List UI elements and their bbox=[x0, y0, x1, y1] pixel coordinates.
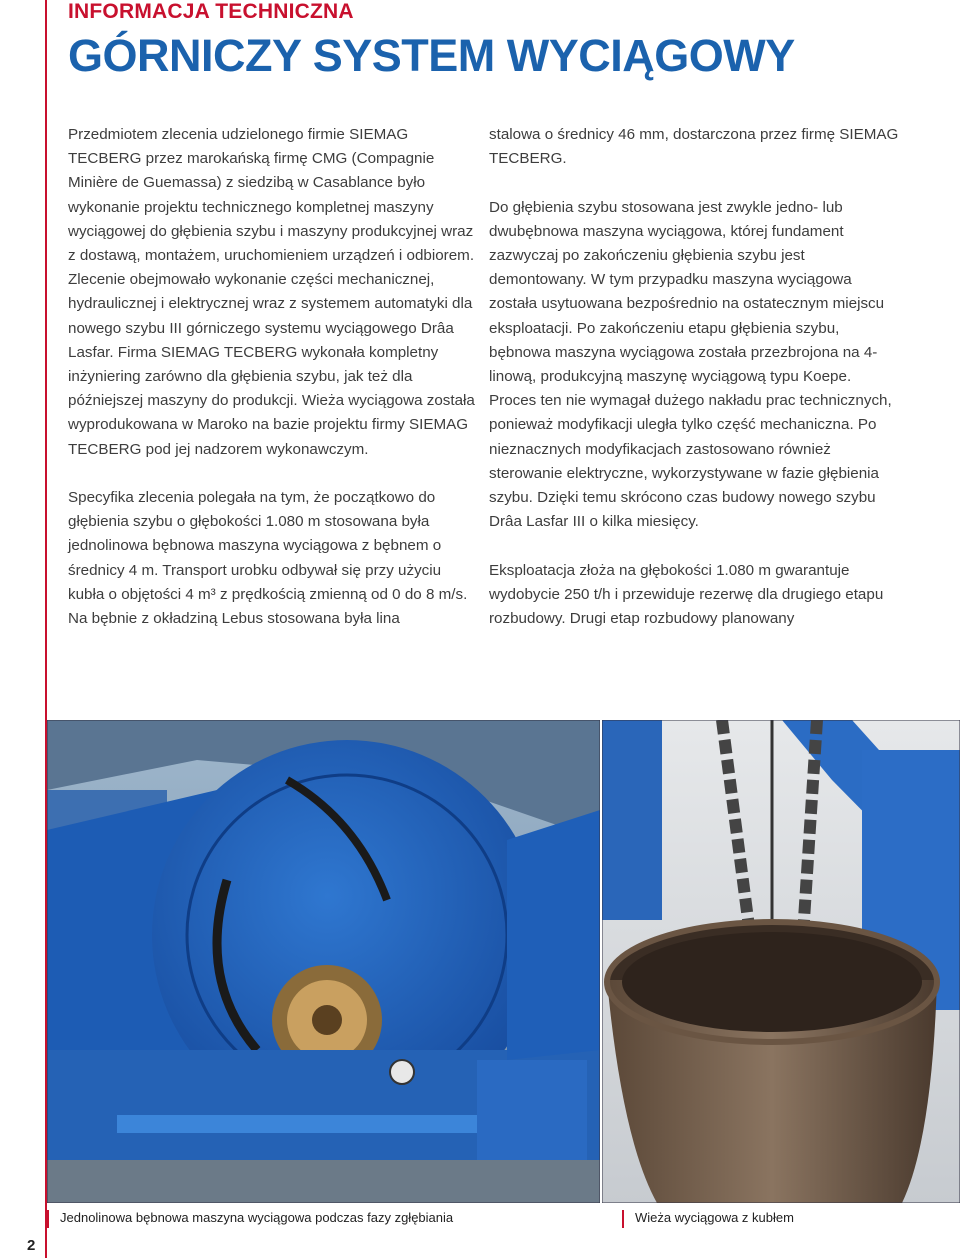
body-column-left bbox=[68, 123, 478, 655]
section-kicker: INFORMACJA TECHNICZNA bbox=[68, 0, 354, 23]
hoist-machine-illustration bbox=[47, 720, 600, 1203]
photo-bucket bbox=[602, 720, 960, 1203]
paragraph: Eksploatacja złoża na głębokości 1.080 m gwarantuje wydobycie 250 t/h i przewiduje rezerwę dla drugiego etapu rozbudowy. Drugi etap rozbudowy planowany bbox=[489, 561, 884, 628]
caption-left: Jednolinowa bębnowa maszyna wyciągowa podczas fazy zgłębiania bbox=[60, 1210, 454, 1225]
paragraph: Przedmiotem zlecenia udzielonego firmie SIEMAG TECBERG przez marokańską firmę CMG (Compagnie Minière de Guemassa) z siedzibą w Casablance było wykonanie projektu technicznego kompletnej maszyny wyciągowej do głębienia szybu i maszyny produkcyjnej wraz z dostawą, montażem, uruchomieniem urządzeń i odbiorem. Zlecenie obejmowało wykonanie części mechanicznej, hydraulicznej i elektrycznej wraz z systemem automatyki dla nowego szybu III górniczego systemu wyciągowego Drâa Lasfar. Firma SIEMAG TECBERG wykonała kompletny inżyniering zarówno dla głębienia szybu, jak też dla późniejszej maszyny do produkcji. Wieża wyciągowa została wyprodukowana w Maroko na bazie projektu firmy SIEMAG TECBERG pod jej nadzorem wykonawczym. bbox=[68, 126, 475, 458]
page-number: 2 bbox=[27, 1237, 36, 1254]
bucket-illustration bbox=[602, 720, 960, 1203]
photo-strip bbox=[47, 720, 960, 1203]
caption-marker bbox=[47, 1210, 49, 1228]
paragraph: stalowa o średnicy 46 mm, dostarczona przez firmę SIEMAG TECBERG. bbox=[489, 126, 899, 168]
photo-hoist-machine bbox=[47, 720, 600, 1203]
paragraph: Do głębienia szybu stosowana jest zwykle jedno- lub dwubębnowa maszyna wyciągowa, której fundament zazwyczaj po zakończeniu głębienia szybu jest demontowany. W tym przypadku maszyna wyciągowa została usytuowana bezpośrednio na ostatecznym miejscu eksploatacji. Po zakończeniu etapu głębienia szybu, bębnowa maszyna wyciągowa została przezbrojona na 4-linową, produkcyjną maszynę wyciągową typu Koepe. Proces ten nie wymagał dużego nakładu prac technicznych, ponieważ modyfikacji uległa tylko część mechaniczna. Po nieznacznych modyfikacjach zastosowano również sterowanie elektryczne, wykorzystywane w fazie głębienia szybu. Dzięki temu skrócono czas budowy nowego szybu Drâa Lasfar III o kilka miesięcy. bbox=[489, 198, 892, 531]
paragraph: Specyfika zlecenia polegała na tym, że początkowo do głębienia szybu o głębokości 1.080 m stosowana była jednolinowa bębnowa maszyna wyciągowa z bębnem o średnicy 4 m. Transport urobku odbywał się przy użyciu kubła o objętości 4 m³ z prędkością zmienną od 0 do 8 m/s. Na bębnie z okładziną Lebus stosowana była lina bbox=[68, 489, 468, 628]
page-title: GÓRNICZY SYSTEM WYCIĄGOWY bbox=[68, 30, 795, 81]
caption-right: Wieża wyciągowa z kubłem bbox=[635, 1210, 794, 1225]
body-column-right bbox=[489, 123, 899, 655]
caption-marker bbox=[622, 1210, 624, 1228]
